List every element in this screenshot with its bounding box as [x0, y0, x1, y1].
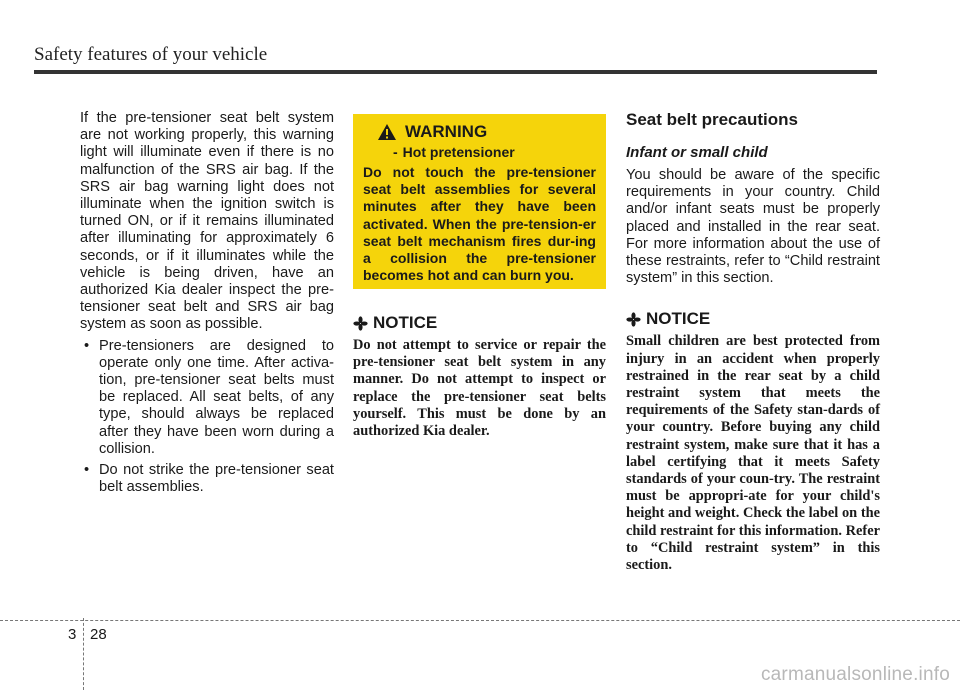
left-column — [80, 110, 334, 500]
page-header-title: Safety features of your vehicle — [34, 44, 268, 65]
middle-column — [353, 110, 606, 440]
warning-dash: - — [393, 144, 398, 160]
warning-subtitle — [363, 144, 596, 160]
warning-title: WARNING — [405, 122, 488, 141]
page-number: 28 — [90, 626, 107, 643]
bullet-list — [80, 338, 334, 497]
child-seat-paragraph: You should be aware of the specific requirements in your country. Child and/or infant seats must be properly placed and installed in the rear seat. For more information about the use of these restraints, refer to “Child restraint system” in this section. — [626, 167, 880, 287]
notice-star-icon — [353, 316, 368, 331]
notice-title: NOTICE — [373, 313, 438, 332]
warning-box — [353, 114, 606, 289]
warning-subtitle-text: Hot pretensioner — [402, 144, 515, 160]
warning-body: Do not touch the pre-tensioner seat belt assemblies for several minutes after they have been activated. When the pre-tension-er seat belt mechanism fires dur-ing a collision the pre-tensioner becomes hot and can burn you. — [363, 164, 596, 284]
bullet-item: • Do not strike the pre-tensioner seat belt assemblies. — [80, 462, 334, 496]
footer-divider — [0, 620, 960, 622]
header-divider — [34, 70, 877, 74]
watermark-text: carmanualsonline.info — [760, 664, 950, 685]
warning-header — [363, 122, 596, 142]
subsection-title: Infant or small child — [626, 144, 768, 161]
notice-star-icon — [626, 312, 641, 327]
right-column — [626, 110, 880, 574]
notice-header — [353, 313, 606, 333]
section-title: Seat belt precautions — [626, 110, 798, 129]
notice-body: Small children are best protected from injury in an accident when properly restrained in the rear seat by a child restraint system that meets the requirements of the Safety stan-dards of your country. Before buying any child restraint system, make sure that it has a label certifying that it meets Safety standards of your coun-try. The restraint must be appropri-ate for your child's height and weight. Check the label on the child restraint for this information. Refer to “Child restraint system” in this section. — [626, 333, 880, 574]
chapter-number: 3 — [68, 626, 77, 643]
bullet-item: • Pre-tensioners are designed to operate only one time. After activa-tion, pre-tensioner seat belts must be replaced. All seat belts, of any type, should always be replaced after they have been worn during a collision. — [80, 338, 334, 458]
notice-header — [626, 309, 880, 329]
footer-vertical-divider — [83, 618, 85, 690]
intro-paragraph: If the pre-tensioner seat belt system are not working properly, this warning light will illuminate even if there is no malfunction of the SRS air bag. If the SRS air bag warning light does not illuminate when the ignition switch is turned ON, or if it remains illuminated after illuminating for approximately 6 seconds, or if it illuminates while the vehicle is being driven, have an authorized Kia dealer inspect the pre-tensioner seat belt and SRS air bag system as soon as possible. — [80, 110, 334, 333]
notice-title: NOTICE — [646, 309, 711, 329]
notice-body: Do not attempt to service or repair the pre-tensioner seat belt system in any manner. Do not attempt to inspect or replace the pre-tensioner seat belts yourself. This must be done by an authorized Kia dealer. — [353, 337, 606, 440]
warning-triangle-icon — [377, 123, 397, 141]
